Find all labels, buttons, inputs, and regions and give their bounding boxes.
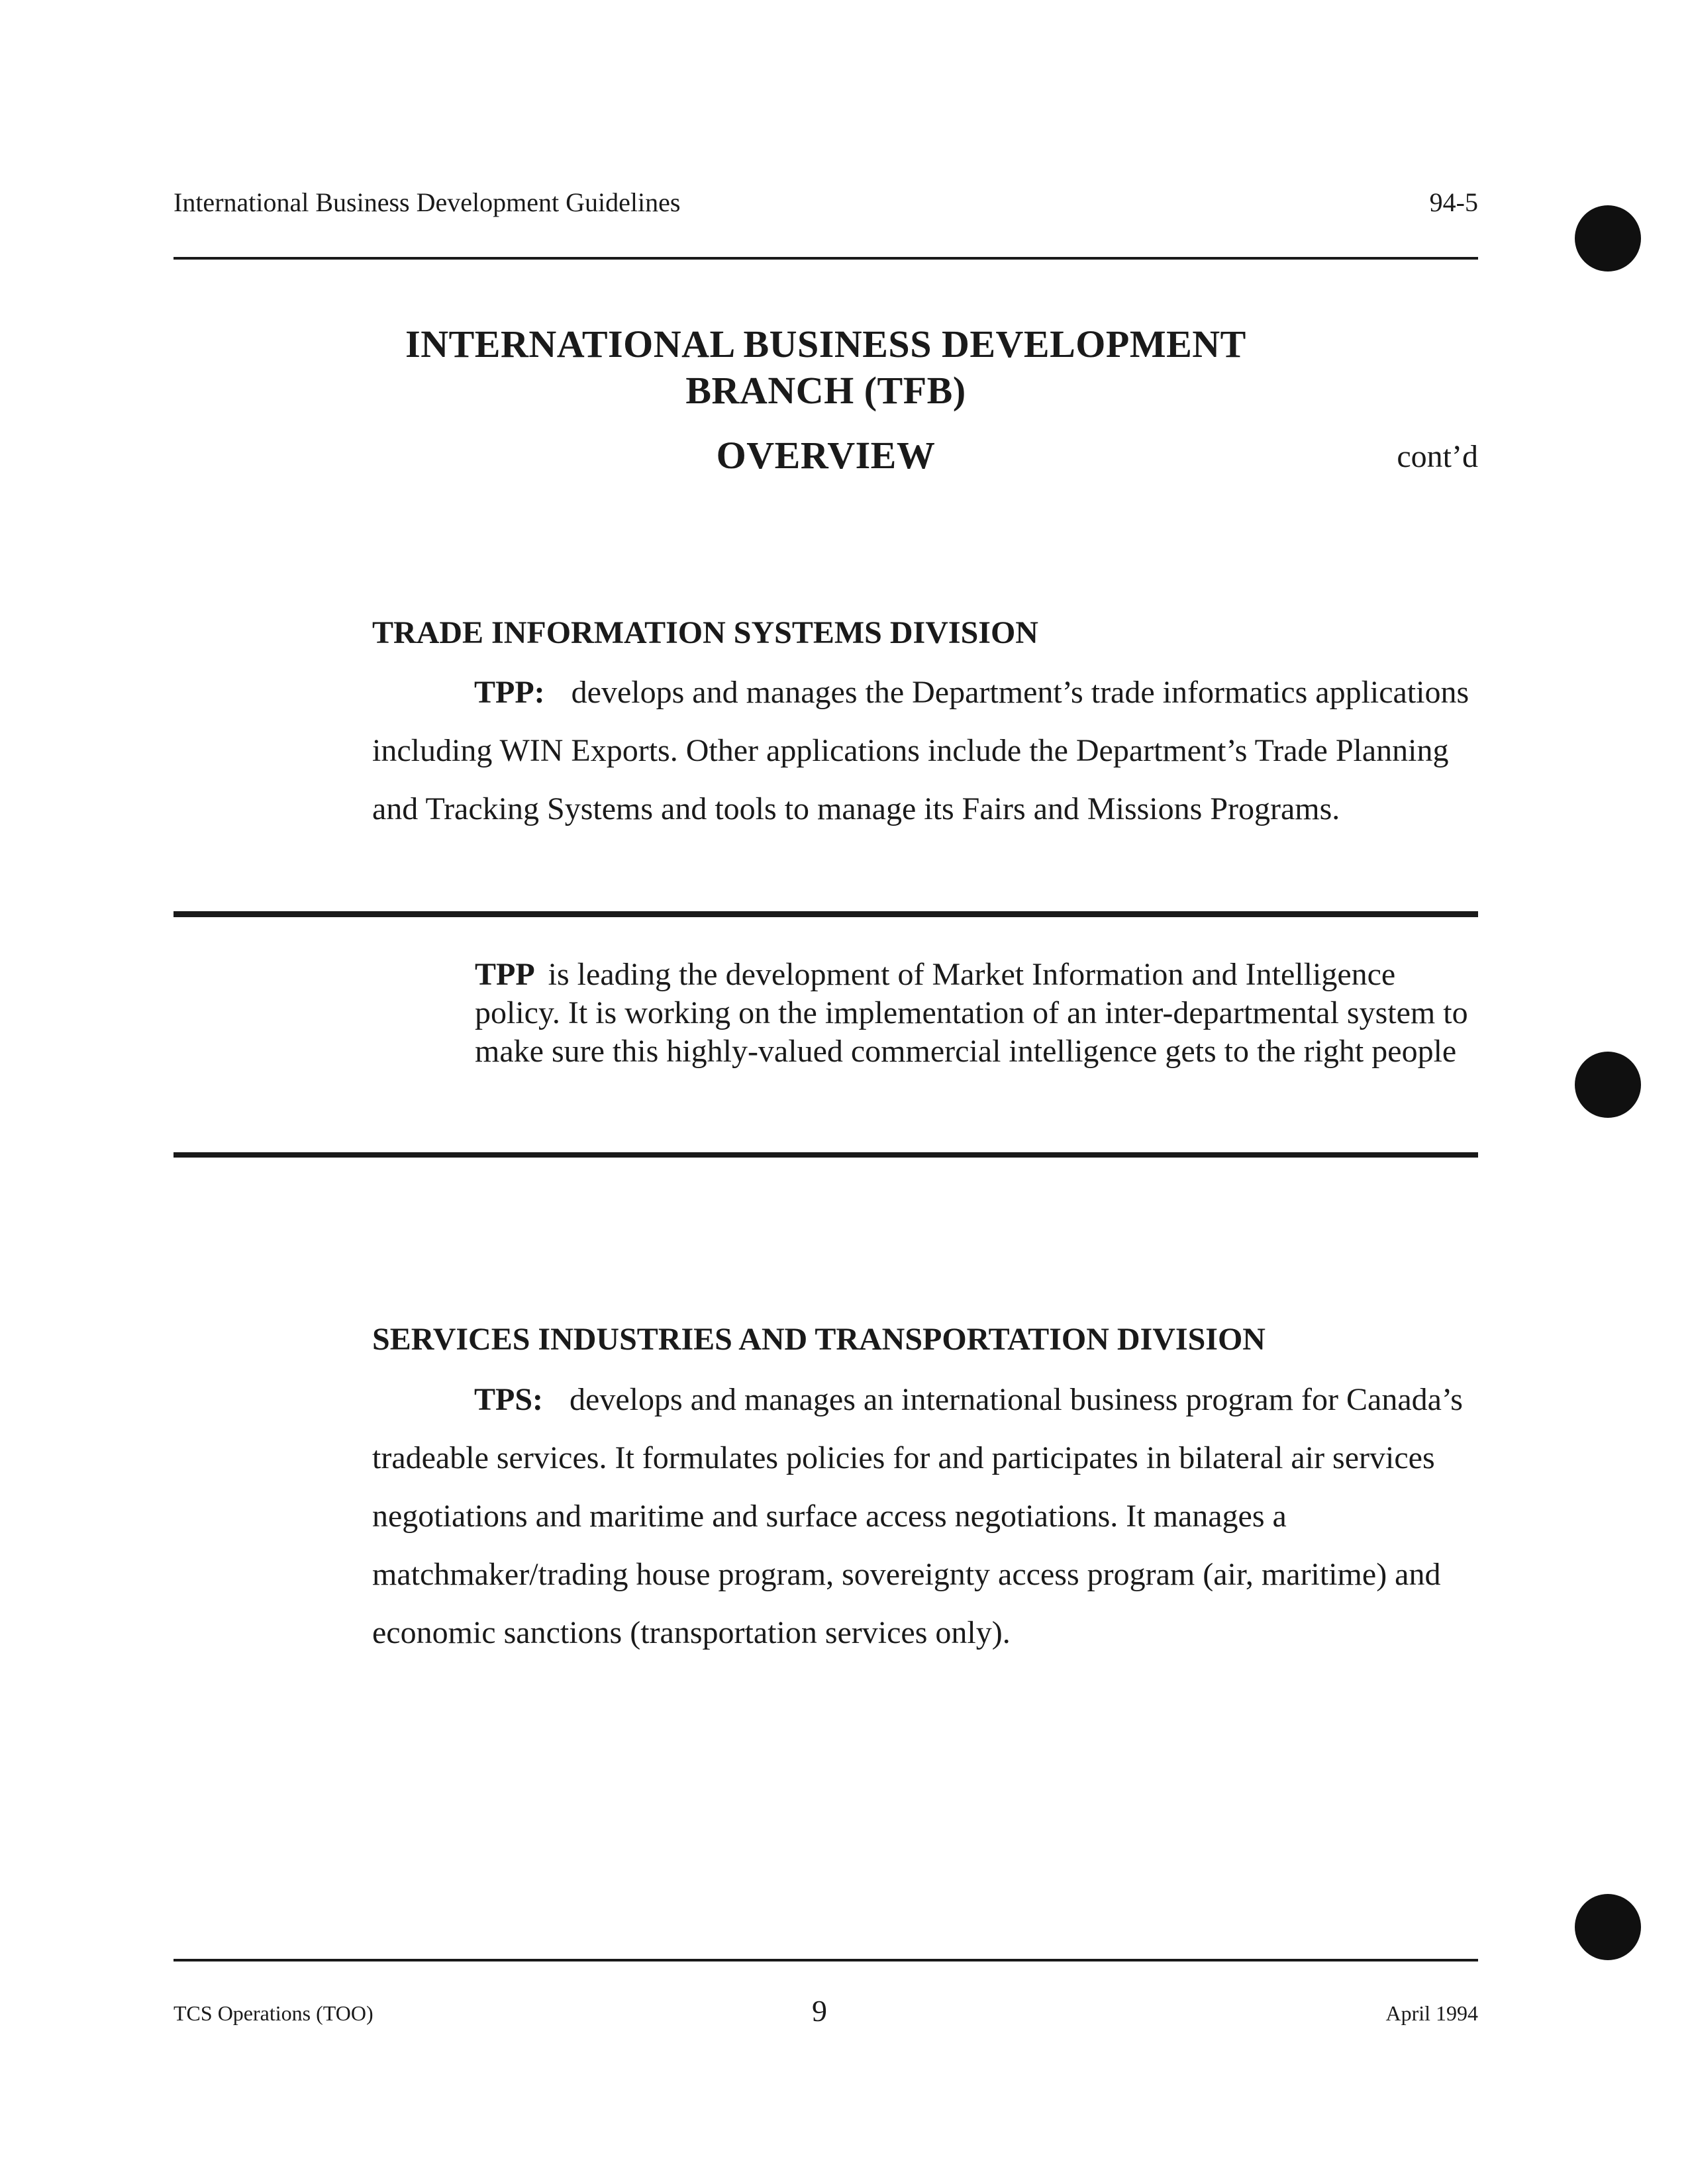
header-rule — [174, 257, 1478, 260]
punch-hole-bottom — [1575, 1894, 1641, 1960]
section-heading-trade-information: TRADE INFORMATION SYSTEMS DIVISION — [372, 615, 1038, 650]
running-header-title: International Business Development Guidelines — [174, 187, 681, 217]
page-subtitle: OVERVIEW — [716, 434, 936, 477]
punch-hole-top — [1575, 205, 1641, 272]
callout-text — [475, 956, 1468, 1071]
section-body-trade-information — [372, 664, 1478, 838]
page-title-line-2: BRANCH (TFB) — [685, 369, 966, 412]
callout-body: is leading the development of Market Information and Intelligence policy. It is working on the implementation of an inter-departmental system to make sure this highly-valued commercial intelligence gets to the right people — [475, 957, 1468, 1069]
page-code: 94-5 — [1429, 187, 1478, 217]
page-number: 9 — [812, 1994, 827, 2028]
callout-lead: TPP — [475, 957, 535, 992]
footer-date: April 1994 — [1385, 2001, 1478, 2025]
footer-rule — [174, 1959, 1478, 1961]
punch-hole-middle — [1575, 1052, 1641, 1118]
continued-label: cont’d — [1397, 439, 1478, 474]
section-heading-services-industries: SERVICES INDUSTRIES AND TRANSPORTATION DIVISION — [372, 1322, 1266, 1357]
callout-bottom-rule — [174, 1152, 1478, 1158]
footer-left-text: TCS Operations (TOO) — [174, 2001, 373, 2025]
division-description: develops and manages an international business program for Canada’s tradeable services. It formulates policies for and participates in bilateral air services negotiations and maritime and surface access negotiations. It manages a matchmaker/trading house program, sovereignty access program (air, maritime) and economic sanctions (transportation services only). — [372, 1382, 1463, 1650]
section-body-services-industries — [372, 1371, 1478, 1662]
division-code: TPS: — [474, 1382, 544, 1417]
page-title-line-1: INTERNATIONAL BUSINESS DEVELOPMENT — [405, 323, 1246, 366]
callout-top-rule — [174, 911, 1478, 917]
division-code: TPP: — [474, 675, 545, 710]
division-description: develops and manages the Department’s trade informatics applications including WIN Exports. Other applications include the Department’s Trade Planning and Tracking Systems and tools to manage its Fairs and Missions Programs. — [372, 675, 1469, 826]
